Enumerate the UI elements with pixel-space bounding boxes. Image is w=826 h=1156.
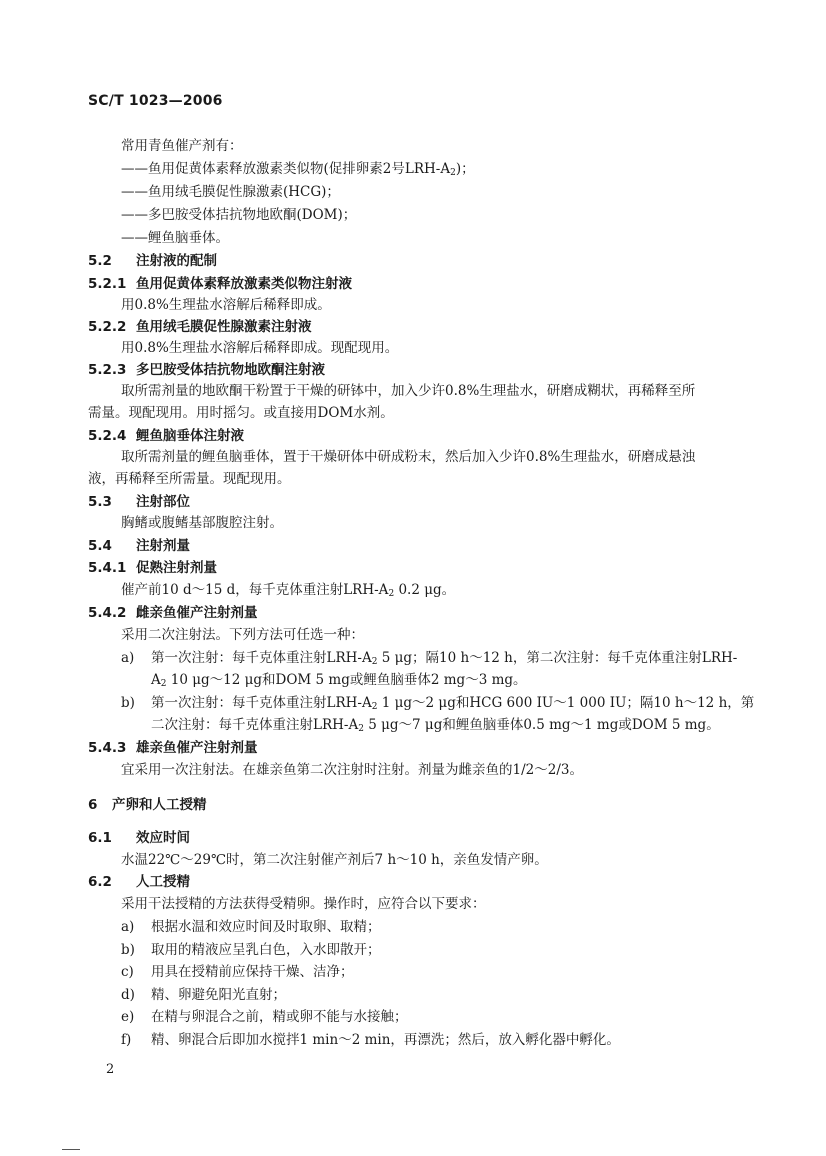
section-heading: 5.2.2 鱼用绒毛膜促性腺激素注射液: [88, 319, 312, 335]
footer-rule: [62, 1149, 80, 1150]
paragraph: 催产前10 d～15 d，每千克体重注射LRH-$A_2$ 0.2 μg。: [121, 582, 456, 599]
paragraph: 取所需剂量的鲤鱼脑垂体，置于干燥研体中研成粉末，然后加入少许0.8%生理盐水，研磨成悬浊: [121, 449, 696, 465]
section-heading: 6.2 人工授精: [88, 874, 190, 890]
paragraph: 水温22℃～29℃时，第二次注射催产剂后7 h～10 h，亲鱼发情产卵。: [121, 852, 548, 868]
paragraph: 取所需剂量的地欧酮干粉置于干燥的研钵中，加入少许0.8%生理盐水，研磨成糊状，再稀释至所: [121, 383, 696, 399]
section-heading: 5.2 注射液的配制: [88, 253, 217, 269]
agent-item: ——鲤鱼脑垂体。: [121, 230, 229, 246]
paragraph: 采用二次注射法。下列方法可任选一种：: [121, 627, 364, 643]
section-heading: 5.4 注射剂量: [88, 538, 190, 554]
list-item: b) 第一次注射：每千克体重注射LRH-$A_2$ 1 μg～2 μg和HCG 600 IU～1 000 IU；隔10 h～12 h，第: [121, 695, 755, 712]
section-heading: 5.3 注射部位: [88, 494, 190, 510]
section-heading: 5.2.4 鲤鱼脑垂体注射液: [88, 428, 244, 444]
paragraph: 用0.8%生理盐水溶解后稀释即成。: [121, 297, 331, 313]
list-item: d) 精、卵避免阳光直射；: [121, 987, 286, 1003]
section-heading: 5.4.3 雄亲鱼催产注射剂量: [88, 740, 258, 756]
agent-item: ——鱼用绒毛膜促性腺激素(HCG)；: [121, 184, 340, 200]
list-item: b) 取用的精液应呈乳白色，入水即散开；: [121, 942, 381, 958]
list-item: f) 精、卵混合后即加水搅拌1 min～2 min，再漂洗；然后，放入孵化器中孵化。: [121, 1032, 620, 1048]
chapter-heading: 6 产卵和人工授精: [88, 797, 207, 813]
page-number: 2: [106, 1062, 115, 1077]
paragraph: 用0.8%生理盐水溶解后稀释即成。现配现用。: [121, 340, 399, 356]
agent-item: ——多巴胺受体拮抗物地欧酮(DOM)；: [121, 207, 357, 223]
paragraph: 胸鳍或腹鳍基部腹腔注射。: [121, 515, 283, 531]
section-heading: 6.1 效应时间: [88, 830, 190, 846]
agent-item: ——鱼用促黄体素释放激素类似物(促排卵素2号LRH-$A_2$)；: [121, 161, 475, 178]
section-heading: 5.2.1 鱼用促黄体素释放激素类似物注射液: [88, 276, 352, 292]
list-item: a) 根据水温和效应时间及时取卵、取精；: [121, 919, 381, 935]
paragraph: 需量。现配现用。用时摇匀。或直接用DOM水剂。: [88, 405, 394, 421]
list-item: e) 在精与卵混合之前，精或卵不能与水接触；: [121, 1009, 408, 1025]
intro-text: 常用青鱼催产剂有：: [121, 138, 243, 154]
section-heading: 5.4.1 促熟注射剂量: [88, 560, 217, 576]
paragraph: 宜采用一次注射法。在雄亲鱼第二次注射时注射。剂量为雌亲鱼的1/2～2/3。: [121, 762, 583, 778]
section-heading: 5.2.3 多巴胺受体拮抗物地欧酮注射液: [88, 362, 325, 378]
standard-code-header: SC/T 1023—2006: [88, 93, 223, 109]
section-heading: 5.4.2 雌亲鱼催产注射剂量: [88, 605, 258, 621]
list-item: c) 用具在授精前应保持干燥、洁净；: [121, 964, 354, 980]
list-item-continuation: $A_2$ 10 μg～12 μg和DOM 5 mg或鲤鱼脑垂体2 mg～3 mg。: [151, 672, 527, 689]
paragraph: 液，再稀释至所需量。现配现用。: [88, 471, 291, 487]
paragraph: 采用干法授精的方法获得受精卵。操作时，应符合以下要求：: [121, 896, 486, 912]
list-item-continuation: 二次注射：每千克体重注射LRH-$A_2$ 5 μg～7 μg和鲤鱼脑垂体0.5 mg～1 mg或DOM 5 mg。: [151, 717, 720, 734]
list-item: a) 第一次注射：每千克体重注射LRH-$A_2$ 5 μg；隔10 h～12 h，第二次注射：每千克体重注射LRH-: [121, 650, 738, 667]
